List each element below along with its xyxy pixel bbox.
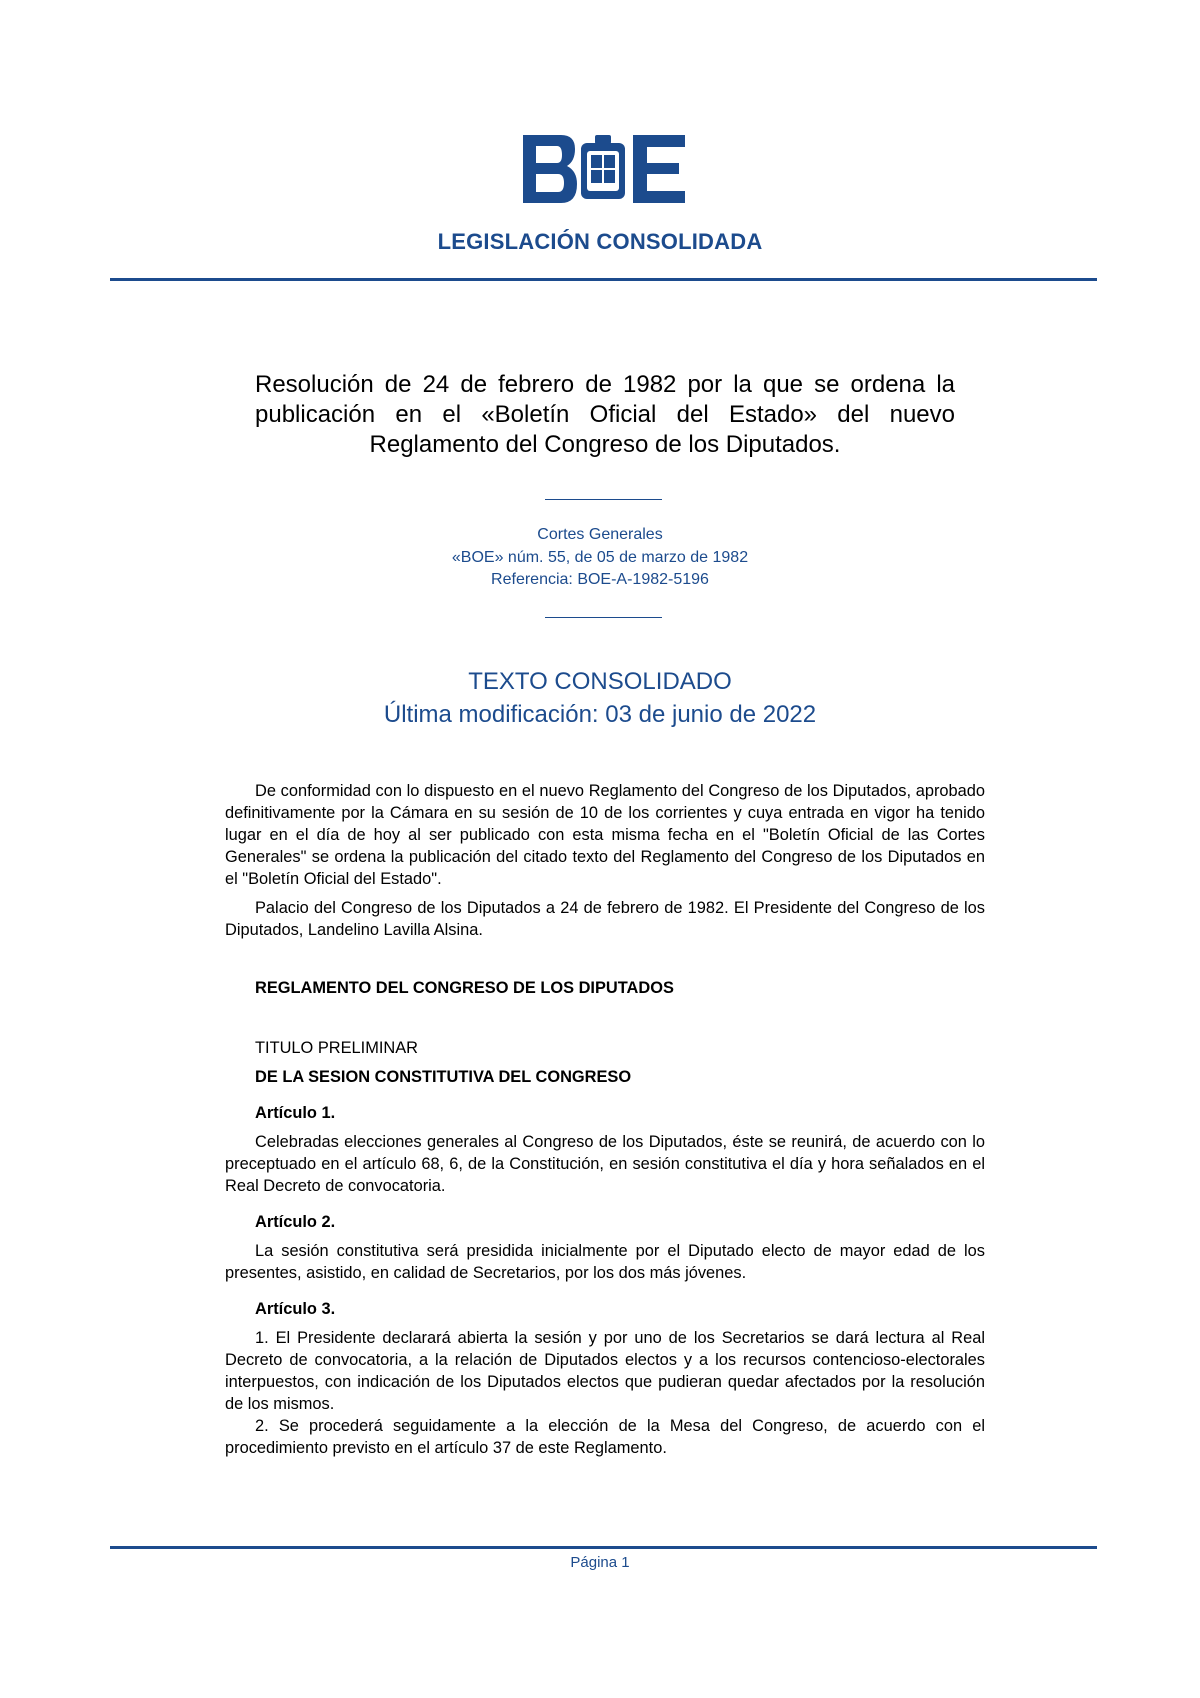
article-title: Artículo 1.	[255, 1104, 336, 1122]
boe-number: «BOE» núm. 55, de 05 de marzo de 1982	[451, 548, 749, 566]
meta-divider-top	[545, 499, 662, 500]
footer-divider	[110, 1546, 1097, 1549]
consolidated-block	[0, 665, 1200, 731]
consolidated-label: TEXTO CONSOLIDADO	[468, 668, 732, 695]
article-paragraph: Celebradas elecciones generales al Congreso de los Diputados, éste se reunirá, de acuerdo con lo preceptuado en el artículo 68, 6, de la Constitución, en sesión constitutiva el día y hora señalados en el Real Decreto de convocatoria.	[225, 1133, 985, 1195]
titulo-heading: TITULO PRELIMINAR	[255, 1039, 419, 1057]
header-divider	[110, 278, 1097, 281]
boe-logo	[523, 135, 685, 203]
article-paragraph: 2. Se procederá seguidamente a la elección de la Mesa del Congreso, de acuerdo con el procedimiento previsto en el artículo 37 de este Reglamento.	[225, 1417, 985, 1457]
document-title: Resolución de 24 de febrero de 1982 por la que se ordena la publicación en el «Boletín Oficial del Estado» del nuevo Reglamento del Congreso de los Diputados.	[255, 371, 955, 458]
meta-divider-bottom	[545, 617, 662, 618]
intro-paragraph: Palacio del Congreso de los Diputados a 24 de febrero de 1982. El Presidente del Congreso de los Diputados, Landelino Lavilla Alsina.	[225, 899, 985, 939]
issuer: Cortes Generales	[537, 526, 663, 543]
document-body	[225, 780, 985, 1459]
header-title: LEGISLACIÓN CONSOLIDADA	[437, 229, 763, 254]
reference: Referencia: BOE-A-1982-5196	[491, 571, 709, 588]
article-title: Artículo 3.	[255, 1300, 336, 1318]
main-heading: REGLAMENTO DEL CONGRESO DE LOS DIPUTADOS	[255, 979, 674, 997]
page-number: Página 1	[570, 1554, 630, 1571]
document-metadata	[0, 524, 1200, 592]
intro-paragraph: De conformidad con lo dispuesto en el nuevo Reglamento del Congreso de los Diputados, aprobado definitivamente por la Cámara en su sesión de 10 de los corrientes y cuya entrada en vigor ha tenido lugar en el día de hoy al ser publicado con esta misma fecha en el "Boletín Oficial de las Cortes Generales" se ordena la publicación del citado texto del Reglamento del Congreso de los Diputados en el "Boletín Oficial del Estado".	[225, 782, 985, 888]
titulo-subtitle: DE LA SESION CONSTITUTIVA DEL CONGRESO	[255, 1068, 632, 1086]
article-title: Artículo 2.	[255, 1213, 336, 1231]
last-modified: Última modificación: 03 de junio de 2022	[383, 701, 817, 728]
article-paragraph: 1. El Presidente declarará abierta la sesión y por uno de los Secretarios se dará lectura al Real Decreto de convocatoria, a la relación de Diputados electos y a los recursos contencioso-electorales interpuestos, con indicación de los Diputados electos que pudieran quedar afectados por la resolución de los mismos.	[225, 1329, 985, 1413]
article-paragraph: La sesión constitutiva será presidida inicialmente por el Diputado electo de mayor edad de los presentes, asistido, en calidad de Secretarios, por los dos más jóvenes.	[225, 1242, 985, 1282]
